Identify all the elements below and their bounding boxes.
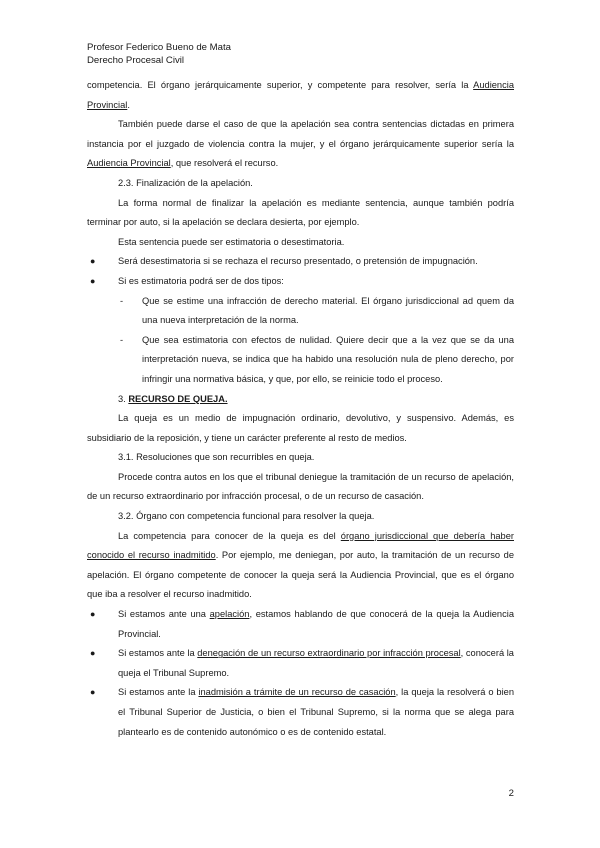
text-run: . Por ejemplo, me deniegan, por auto, la tramitación de un recurso de apelación. El órgano competente de conocer la queja será la Audiencia Provincial, que es el órgano que iba a resolver el recurso inadmitido.	[87, 550, 514, 600]
text-run: Si estamos ante la	[118, 648, 198, 659]
heading-3	[87, 390, 514, 410]
bullet-icon: ●	[90, 648, 96, 659]
bullet-item-casacion	[87, 683, 514, 742]
bullet-icon: ●	[90, 609, 96, 620]
underlined-text: inadmisión a trámite de un recurso de casación	[198, 687, 396, 698]
underlined-text: Audiencia Provincial	[87, 158, 171, 169]
text-run: , que resolverá el recurso.	[170, 158, 279, 169]
paragraph-sentencia: Esta sentencia puede ser estimatoria o desestimatoria.	[118, 236, 345, 247]
heading-number: 3.	[118, 393, 129, 404]
heading-3-1: 3.1. Resoluciones que son recurribles en queja.	[118, 452, 315, 463]
page-header	[87, 41, 231, 67]
bullet-icon: ●	[90, 256, 96, 267]
text-run: Que sea estimatoria con efectos de nulidad. Quiere decir que a la vez que se da una interpretación nueva, se indica que ha habido una resolución nula de pleno derecho, por infringir una normativa básica, y que, por ello, se reinicie todo el proceso.	[142, 334, 514, 384]
bullet-item-estimatoria	[87, 272, 514, 292]
underlined-text: Audiencia Provincial	[87, 80, 514, 110]
text-run: Si es estimatoria podrá ser de dos tipos:	[118, 275, 284, 286]
underlined-text: denegación de un recurso extraordinario por infracción procesal	[197, 648, 461, 659]
bullet-icon: ●	[90, 275, 96, 286]
page-number: 2	[508, 788, 514, 799]
text-run: , estamos hablando de que conocerá de la queja la Audiencia Provincial.	[118, 609, 514, 639]
text-run: También puede darse el caso de que la apelación sea contra sentencias dictadas en primera instancia por el juzgado de violencia contra la mujer, y el órgano jerárquicamente superior sería la	[87, 119, 514, 149]
text-run: La competencia para conocer de la queja es del	[118, 530, 341, 541]
text-run: competencia. El órgano jerárquicamente superior, y competente para resolver, sería la	[87, 80, 474, 90]
dash-item-nulidad	[87, 331, 514, 390]
paragraph-finalizacion: La forma normal de finalizar la apelación es mediante sentencia, aunque también podría terminar por auto, si la apelación se declara desierta, por ejemplo.	[87, 197, 514, 228]
text-run: Será desestimatoria si se rechaza el recurso presentado, o pretensión de impugnación.	[118, 256, 478, 267]
dash-item-derecho-material	[87, 292, 514, 331]
bullet-item-apelacion	[87, 605, 514, 644]
paragraph-procede: Procede contra autos en los que el tribunal deniegue la tramitación de un recurso de apelación, de un recurso extraordinario por infracción procesal, o de un recurso de casación.	[87, 471, 514, 502]
heading-2-3: 2.3. Finalización de la apelación.	[118, 177, 253, 188]
header-subject: Derecho Procesal Civil	[87, 55, 185, 66]
paragraph-queja: La queja es un medio de impugnación ordinario, devolutivo, y suspensivo. Además, es subsidiario de la reposición, y tiene un carácter preferente al resto de medios.	[87, 413, 514, 443]
heading-3-2: 3.2. Órgano con competencia funcional para resolver la queja.	[118, 511, 375, 522]
header-author: Profesor Federico Bueno de Mata	[87, 42, 231, 53]
document-body	[87, 76, 514, 742]
text-run: Si estamos ante una	[118, 609, 210, 620]
text-run: Que se estime una infracción de derecho material. El órgano jurisdiccional ad quem da una nueva interpretación de la norma.	[142, 295, 514, 326]
paragraph-competencia-queja	[87, 527, 514, 605]
paragraph-violencia	[87, 115, 514, 174]
text-run: , la queja la resolverá o bien el Tribunal Superior de Justicia, o bien el Tribunal Supremo, si la norma que se alega para plantearlo es de contenido autonómico o es de contenido estatal.	[118, 687, 514, 737]
underlined-text: órgano jurisdiccional que debería haber conocido el recurso inadmitido	[87, 530, 514, 561]
bullet-icon: ●	[90, 687, 96, 698]
text-run: Si estamos ante la	[118, 687, 199, 698]
heading-title: RECURSO DE QUEJA.	[128, 393, 228, 404]
underlined-text: apelación	[209, 609, 250, 620]
dash-marker: -	[120, 334, 124, 345]
text-run: , conocerá la queja el Tribunal Supremo.	[118, 648, 514, 678]
bullet-item-desestimatoria	[87, 252, 514, 272]
bullet-item-infraccion-procesal	[87, 644, 514, 683]
paragraph-competencia	[87, 76, 514, 115]
dash-marker: -	[120, 295, 124, 306]
text-run: .	[127, 99, 130, 110]
